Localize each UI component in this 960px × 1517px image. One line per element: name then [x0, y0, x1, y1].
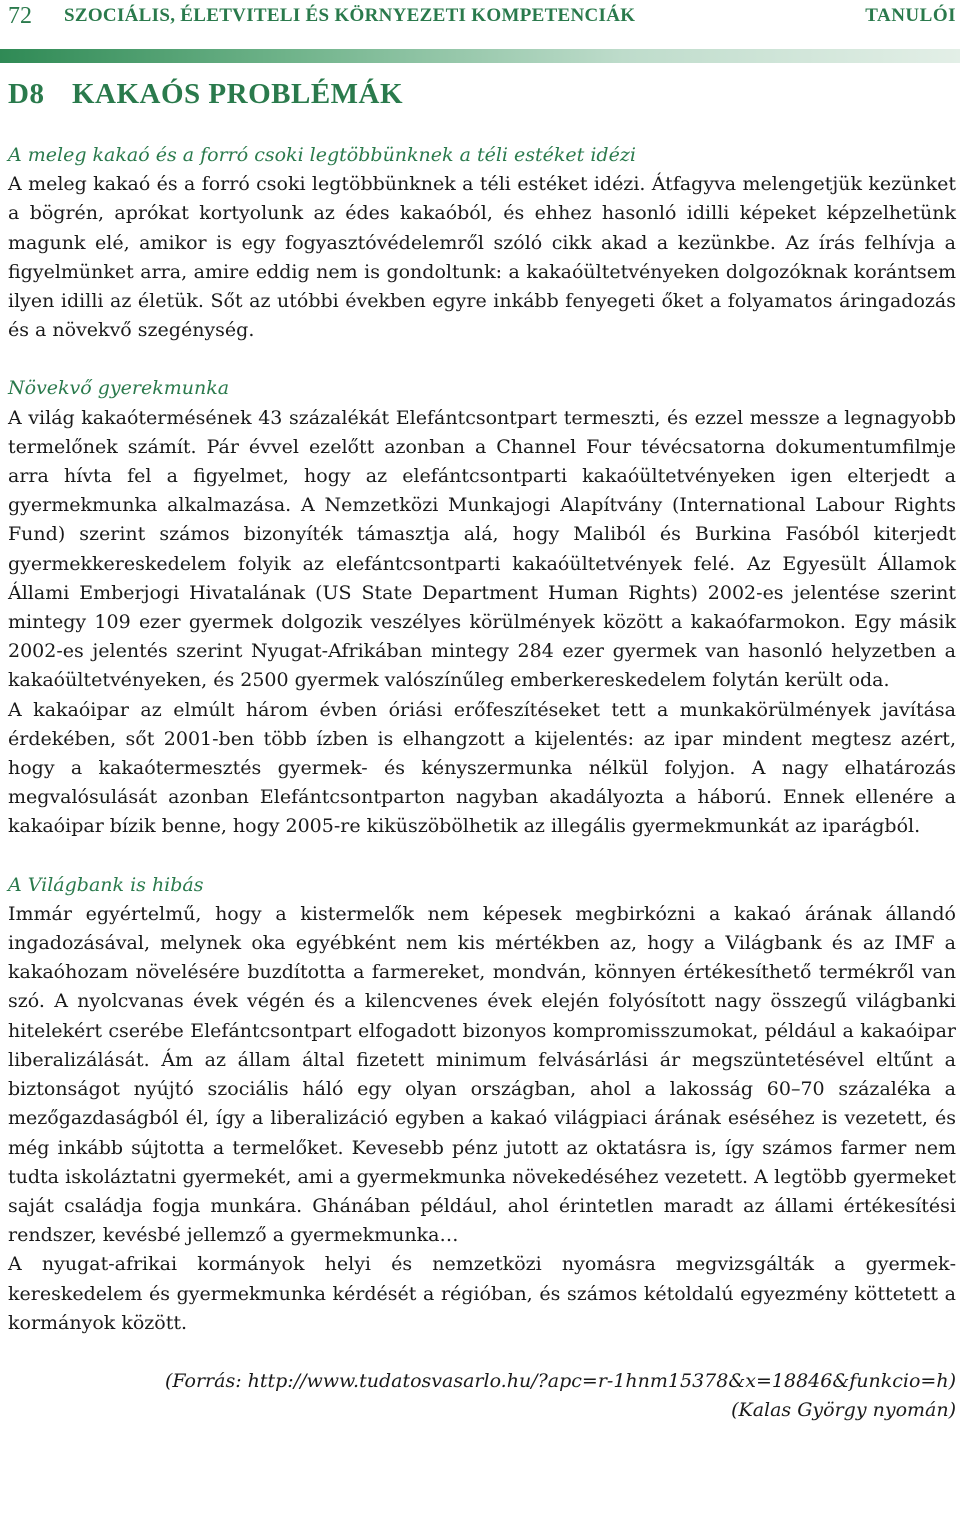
intro-lead: A meleg kakaó és a forró csoki legtöbbünknek a téli estéket idézi — [8, 144, 636, 166]
header-rule — [0, 49, 960, 63]
body-paragraph: A nyugat-afrikai kormányok helyi és nemzetközi nyomásra megvizsgálták a gyermekkereskedelem és gyermekmunka kérdését a régióban, és számos kétoldalú egyezmény köttetett a kormányok között. — [8, 1253, 956, 1334]
spacer — [8, 1338, 956, 1367]
body-paragraph: A világ kakaótermésének 43 százalékát Elefántcsontpart termeszti, és ezzel messze a legnagyobb termelőnek számít. Pár évvel ezelőtt azonban a Channel Four tévécsatorna dokumentumfilmje arra hívta fel a figyelmet, hogy az elefántcsontparti kakaóültetvényeken igen elterjedt a gyermekmunka alkalmazása. A Nemzetközi Munkajogi Alapítvány (International Labour Rights Fund) szerint számos bizonyíték támasztja alá, hogy Maliból és Burkina Fasóból kiterjedt gyermekkereskedelem folyik az elefántcsontparti kakaóültetvények felé. Az Egyesült Államok Állami Emberjogi Hivatalának (US State Department Human Rights) 2002-es jelentése szerint mintegy 109 ezer gyermek dolgozik veszélyes körülmények között a kakaófarmokon. Egy másik 2002-es jelentés szerint Nyugat-Afrikában mintegy 284 ezer gyermek van hasonló helyzetben a kakaóültetvényeken, és 2500 gyermek valószínűleg emberkereskedelem folytán került oda. — [8, 406, 956, 692]
body-paragraph: Immár egyértelmű, hogy a kistermelők nem képesek megbirkózni a kakaó árának állandó ingadozásával, melynek oka egyébként nem kis mértékben az, hogy a Világbank és az IMF a kakaóhozam növelésére buzdította a farmereket, mondván, könnyen értékesíthető termékről van szó. A nyolcvanas évek végén és a kilencvenes évek elején folyósított nagy összegű világbanki hitelekért cserébe Elefántcsontpart elfogadott bizonyos kompromisszumokat, például a kakaóipar liberalizálását. Ám az állam által fizetett minimum felvásárlási ár megszüntetésével eltűnt a biztonságot nyújtó szociális háló egy olyan országban, ahol a lakosság 60–70 százaléka a mezőgazdaságból él, így a liberalizáció egyben a kakaó világpiaci árának eséséhez is vezetett, és még inkább sújtotta a termelőket. Kevesebb pénz jutott az oktatásra is, így számos farmer nem tudta iskoláztatni gyermekét, ami a gyermekmunka növekedéséhez vezetett. A legtöbb gyermeket saját családja fogja munkára. Ghánában például, ahol érintetlen maradt az állami értékesítési rendszer, kevésbé jellemző a gyermekmunka… — [8, 902, 956, 1247]
section-heading: Növekvő gyerekmunka — [8, 377, 230, 400]
body-paragraph: A kakaóipar az elmúlt három évben óriási erőfeszítéseket tett a munkakörülmények javítása érdekében, sőt 2001-ben több ízben is elhangzott a kijelentés: az ipar mindent megtesz azért, hogy a kakaótermesztés gyermek- és kényszermunka nélkül folyjon. A nagy elhatározás megvalósulását azonban Elefántcsontparton nagyban akadályozta a háború. Ennek ellenére a kakaóipar bízik benne, hogy 2005-re kiküszöbölhetik az illegális gyermekmunkát az iparágból. — [8, 698, 956, 838]
page-header — [8, 0, 956, 32]
source-citation: (Forrás: http://www.tudatosvasarlo.hu/?apc=r-1hnm15378&x=18846&funkcio=h) — [164, 1369, 956, 1392]
audience-label: TANULÓI — [865, 5, 956, 26]
page-number: 72 — [8, 2, 32, 29]
article-body — [8, 141, 956, 1425]
task-title: KAKAÓS PROBLÉMÁK — [72, 78, 404, 110]
intro-paragraph: A meleg kakaó és a forró csoki legtöbbünknek a téli estéket idézi. Átfagyva melengetjük kezünket a bögrén, aprókat kortyolunk az édes kakaóból, és ehhez hasonló idilli képeket képzelhetünk magunk elé, amikor is egy fogyasztóvédelemről szóló cikk akad a kezünkbe. Az írás felhívja a figyelmünket arra, amire eddig nem is gondoltunk: a kakaóültetvényeken dolgozóknak korántsem ilyen idilli az életük. Sőt az utóbbi években egyre inkább fenyegeti őket a folyamatos áringadozás és a növekvő szegénység. — [8, 173, 956, 342]
spacer — [8, 842, 956, 871]
spacer — [8, 345, 956, 374]
section-heading: A Világbank is hibás — [8, 873, 204, 896]
task-heading — [8, 78, 403, 111]
source-author: (Kalas György nyomán) — [731, 1399, 956, 1422]
section-title: SZOCIÁLIS, ÉLETVITELI ÉS KÖRNYEZETI KOMPETENCIÁK — [64, 5, 636, 26]
task-code: D8 — [8, 78, 45, 110]
